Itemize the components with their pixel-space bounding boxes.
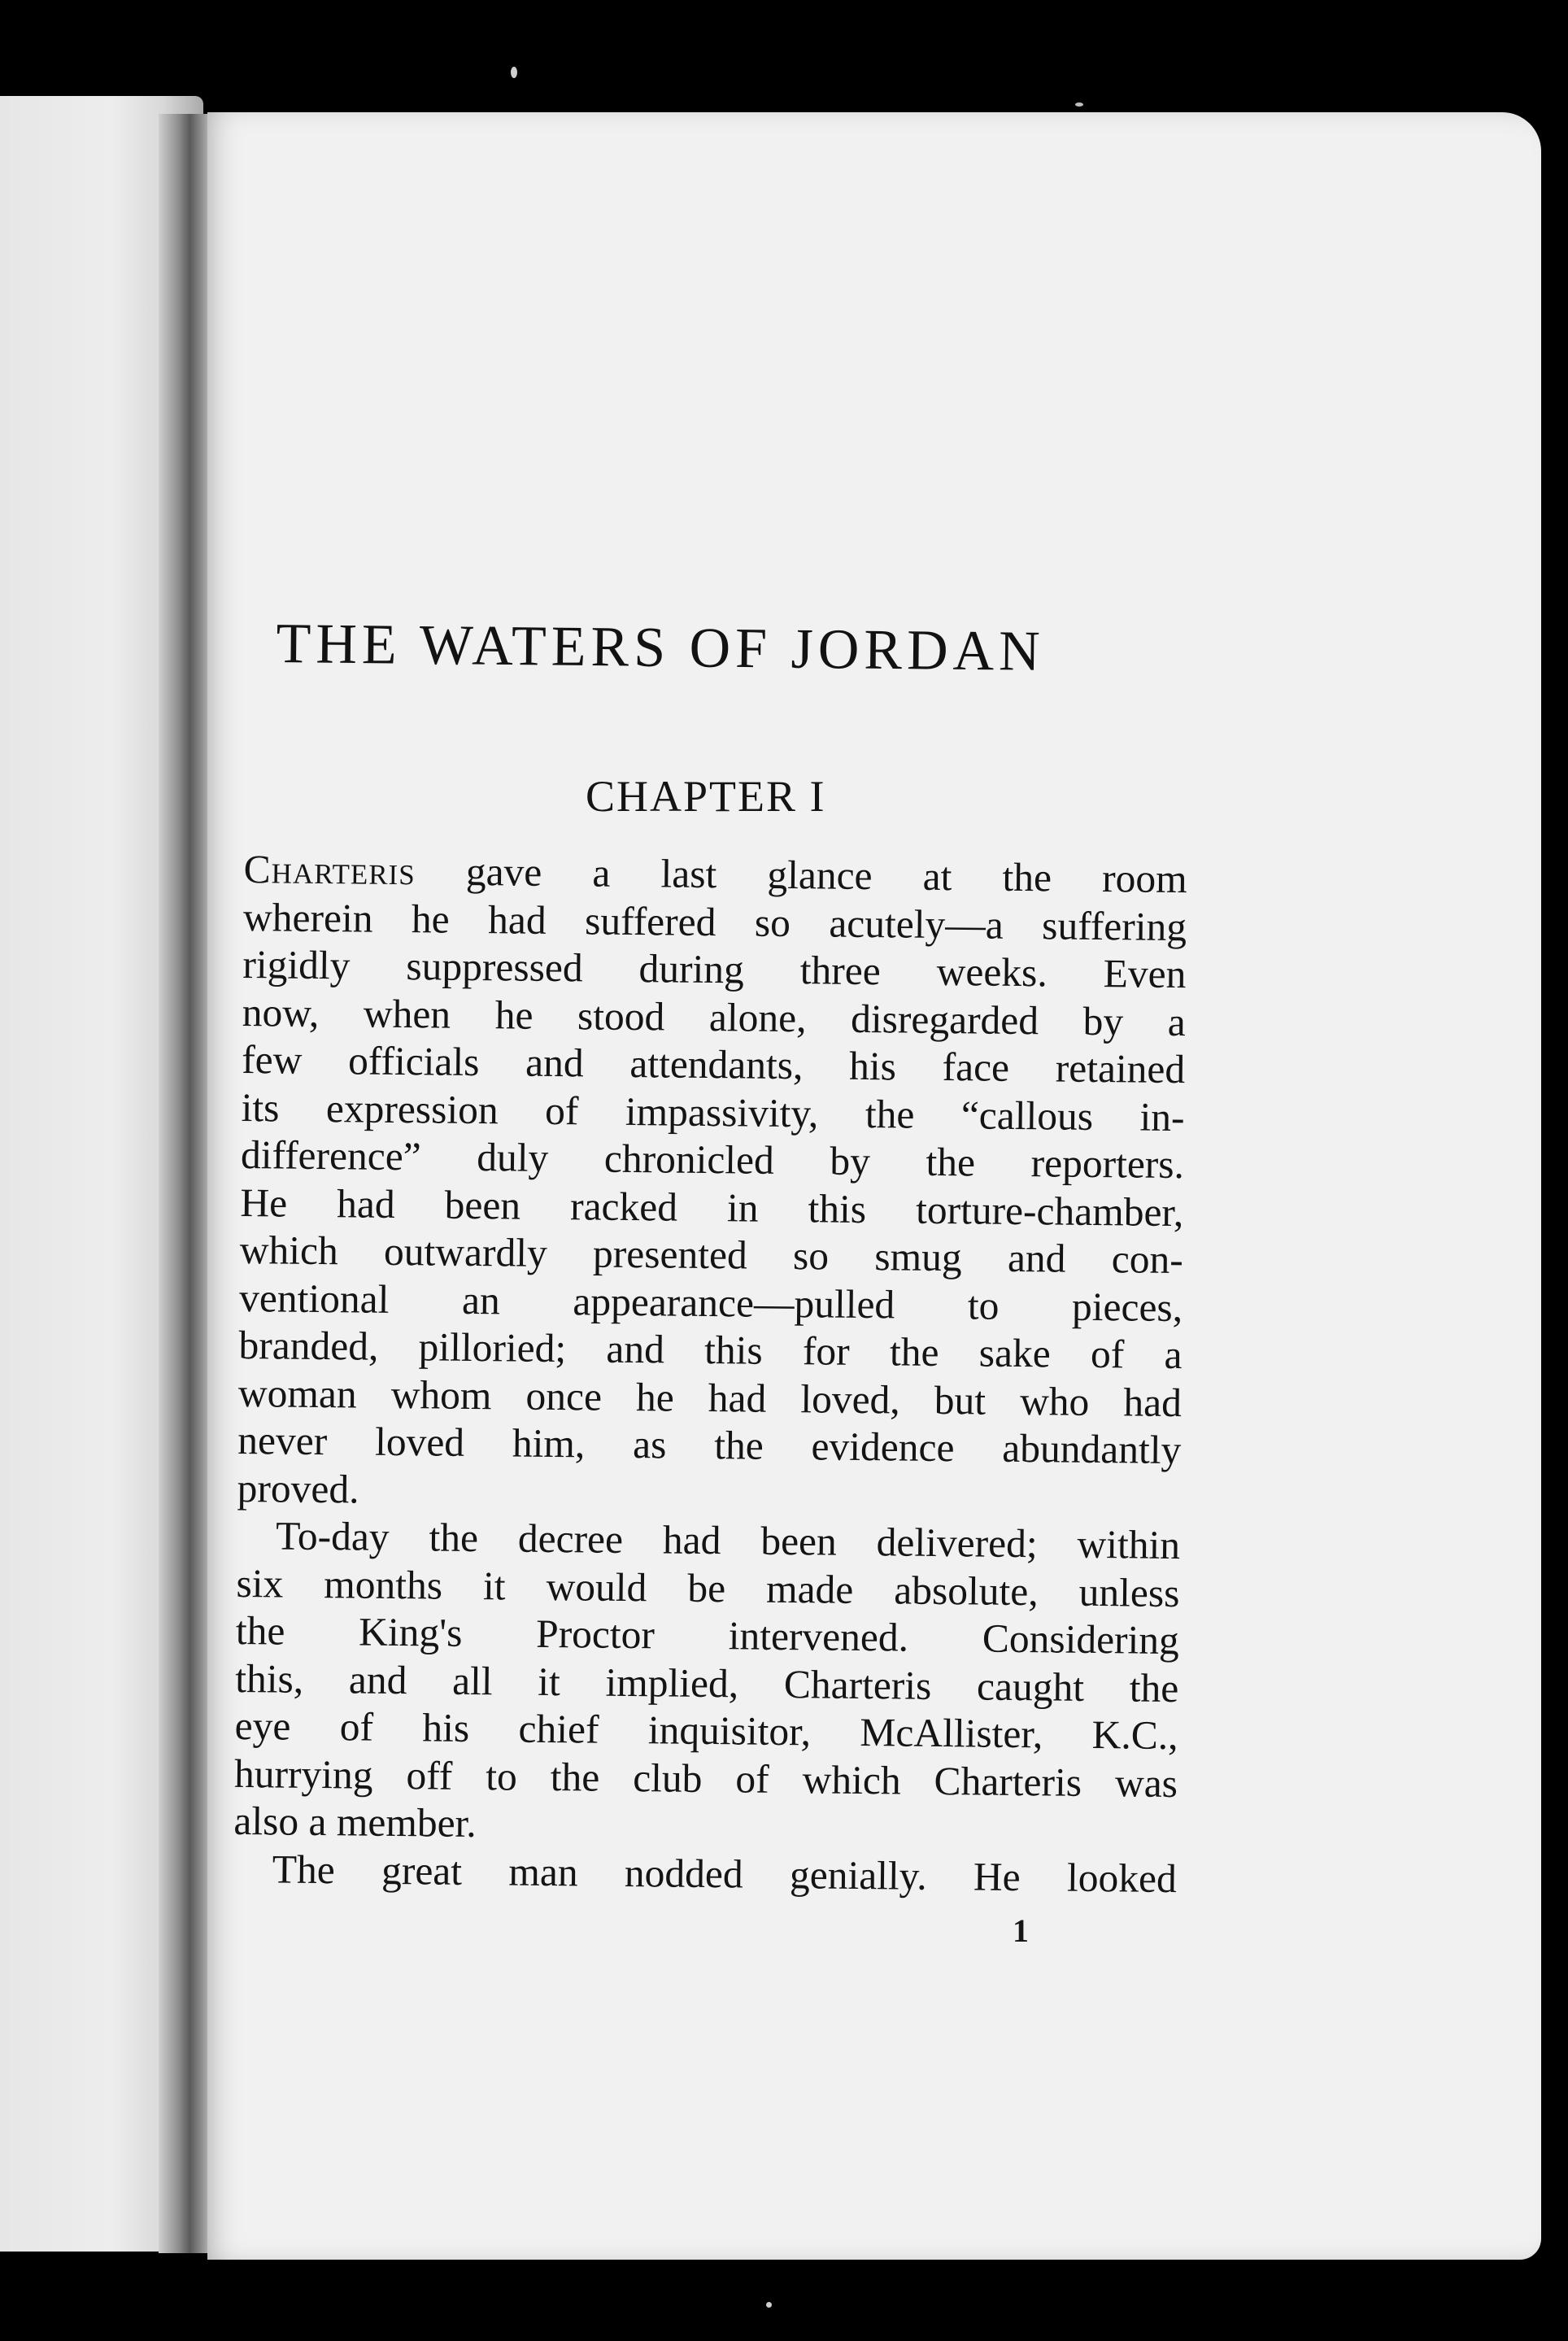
- text-line: branded, pilloried; and this for the sake of a: [238, 1322, 1183, 1378]
- text-line: which outwardly presented so smug and con-: [239, 1227, 1184, 1283]
- text-line: hurrying off to the club of which Charteris was: [233, 1750, 1178, 1806]
- text-line: few officials and attendants, his face retained: [241, 1036, 1186, 1092]
- text-line: Charteris gave a last glance at the room: [243, 847, 1187, 902]
- running-title: THE WATERS OF JORDAN: [276, 612, 1046, 683]
- text-line: difference” duly chronicled by the reporters.: [240, 1131, 1185, 1188]
- text-line: now, when he stood alone, disregarded by a: [242, 989, 1187, 1044]
- text-line: He had been racked in this torture-chamber,: [240, 1179, 1184, 1235]
- text-line: The great man nodded genially. He looked: [272, 1846, 1178, 1901]
- text-line: this, and all it implied, Charteris caught the: [234, 1655, 1179, 1711]
- text-line: never loved him, as the evidence abundantly: [237, 1417, 1182, 1473]
- paragraph-2: [233, 1512, 1180, 1855]
- scan-speck: [766, 2302, 772, 2308]
- text-line: eye of his chief inquisitor, McAllister, K.C.,: [234, 1702, 1178, 1759]
- text-line: rigidly suppressed during three weeks. Even: [242, 941, 1187, 997]
- text-line: wherein he had suffered so acutely—a suffering: [242, 894, 1187, 949]
- chapter-heading: CHAPTER I: [586, 772, 826, 821]
- chapter-body-text: [233, 846, 1187, 1903]
- text-line: woman whom once he had loved, but who had: [237, 1370, 1183, 1425]
- text-line: its expression of impassivity, the “callous in-: [241, 1084, 1185, 1140]
- text-line: ventional an appearance—pulled to pieces,: [238, 1275, 1183, 1330]
- page-number: 1: [1013, 1912, 1029, 1949]
- text-line: six months it would be made absolute, unless: [236, 1560, 1180, 1615]
- text-line: also a member.: [233, 1798, 477, 1846]
- paragraph-3: [233, 1845, 1178, 1903]
- text-line: proved.: [237, 1465, 359, 1512]
- paragraph-1: [237, 846, 1187, 1522]
- text-line: To-day the decree had been delivered; within: [275, 1513, 1181, 1568]
- lead-word: Charteris: [243, 847, 416, 894]
- scan-speck: [511, 67, 517, 78]
- scan-speck: [1075, 102, 1083, 107]
- text-line: the King's Proctor intervened. Considering: [235, 1607, 1180, 1663]
